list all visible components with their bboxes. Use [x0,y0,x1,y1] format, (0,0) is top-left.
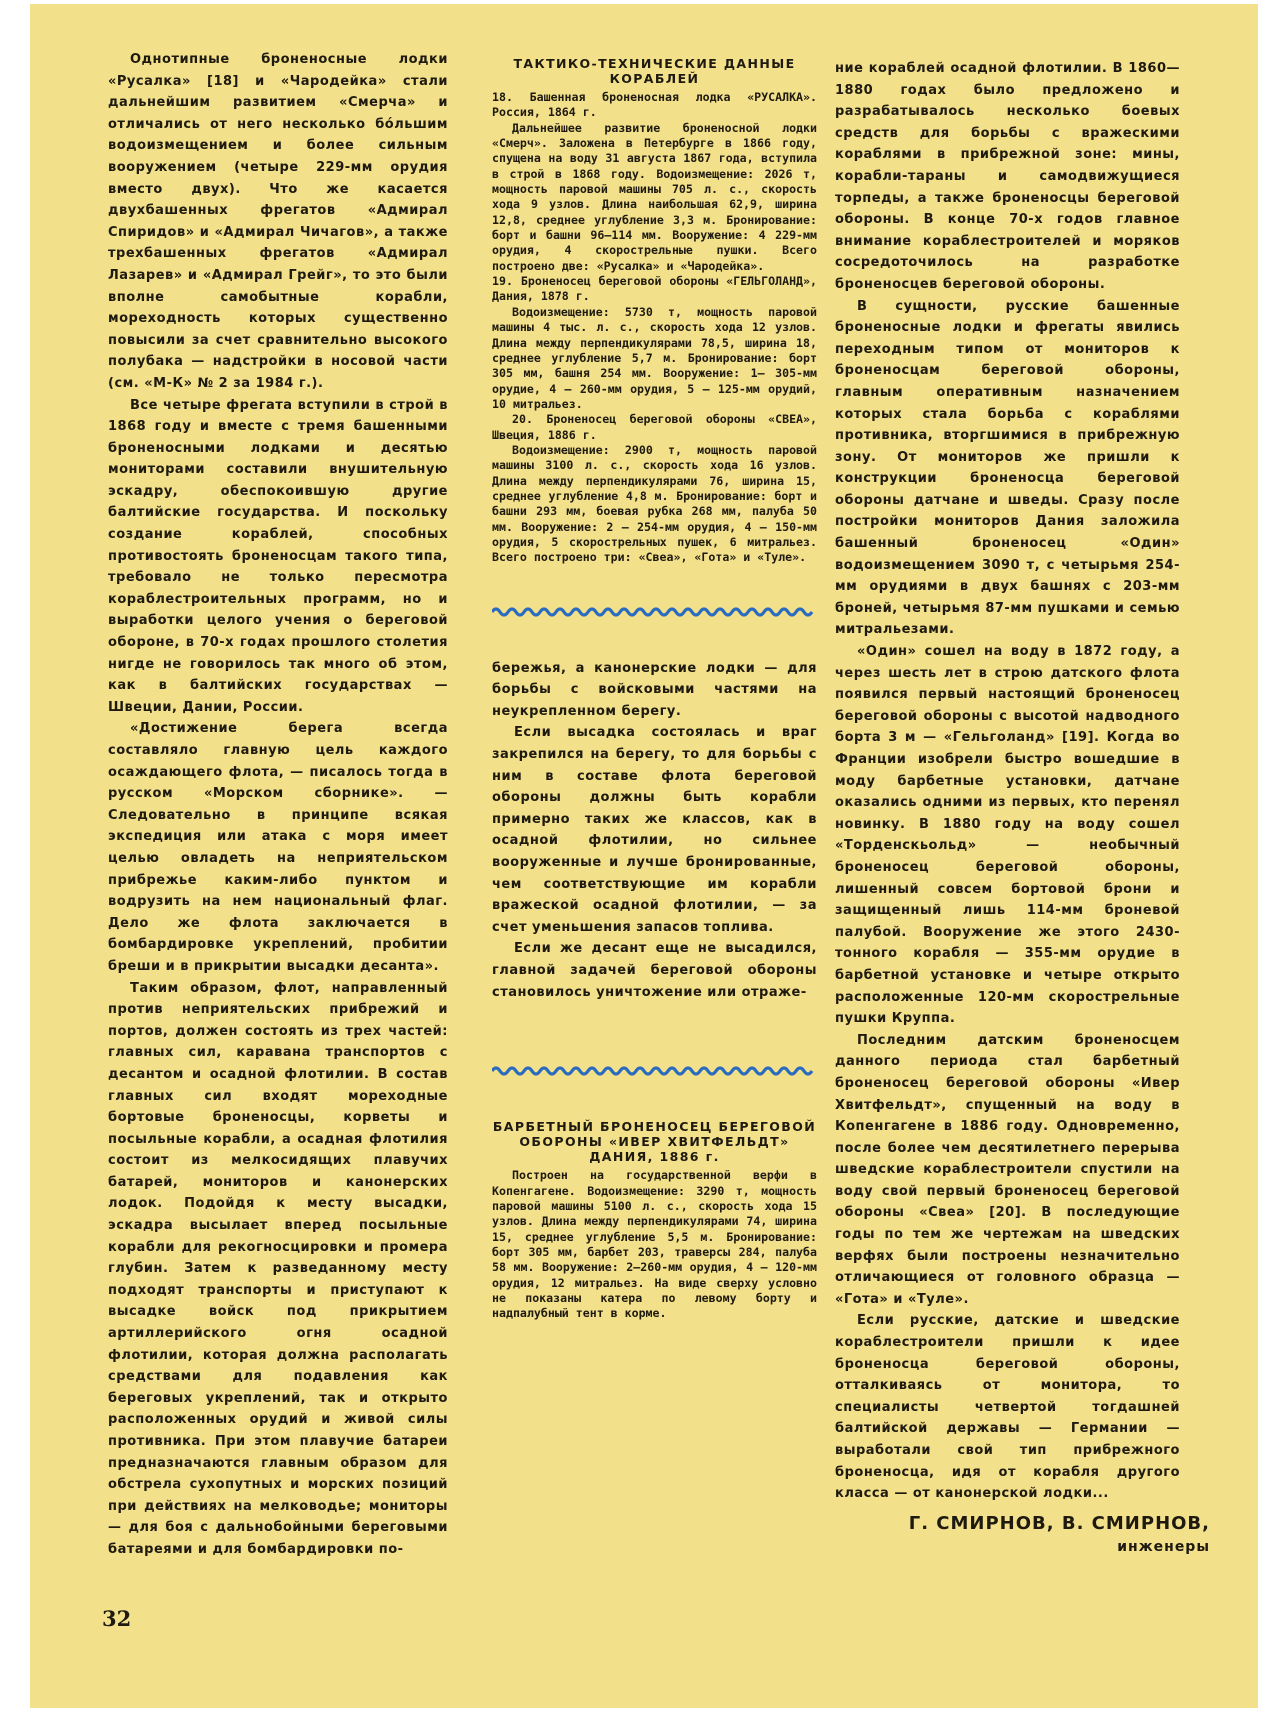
spec-heading: 20. Броненосец береговой обороны «СВЕА», Швеция, 1886 г. [492,412,817,442]
authors-names: Г. СМИРНОВ, В. СМИРНОВ, [908,1513,1210,1534]
specs-box [492,56,817,566]
article-paragraph: Все четыре фрегата вступили в строй в 1868 году и вместе с тремя башенными броненосными лодками и десятью мониторами составили внушительную эскадру, обеспокоившую другие балтийские государства. И поскольку создание кораблей, способных противостоять броненосцам такого типа, требовало не только пересмотра кораблестроительных программ, но и выработки целого учения о береговой обороне, в 70-х годах прошлого столетия нигде не говорилось так много об этом, как в балтийских государствах — Швеции, Дании, России. [108,397,448,715]
spec-paragraph: Водоизмещение: 5730 т, мощность паровой машины 4 тыс. л. с., скорость хода 12 узлов. Длина между перпендикулярами 78,5, ширина 18, среднее углубление 5,7 м. Бронирование: борт 305 мм, башня 254 мм. Вооружение: 1— 305-мм орудие, 4 — 260-мм орудия, 5 — 125-мм орудий, 10 митральез. [492,304,817,411]
spec-heading: 19. Броненосец береговой обороны «ГЕЛЬГОЛАНД», Дания, 1878 г. [492,274,817,304]
article-paragraph: бережья, а канонерские лодки — для борьбы с войсковыми частями на неукрепленном берегу. [492,660,817,719]
article-paragraph: «Достижение берега всегда составляло главную цель каждого осаждающего флота, — писалось тогда в русском «Морском сборнике». — Следовательно в принципе всякая экспедиция или атака с моря имеет целью овладеть на неприятельском прибрежье каким-либо пунктом и водрузить на нем национальный флаг. Дело же флота заключается в бомбардировке укреплений, пробитии бреши и в прикрытии высадки десанта». [108,721,448,974]
caption-text: Построен на государственной верфи в Копенгагене. Водоизмещение: 3290 т, мощность паровой машины 5100 л. с., скорость хода 15 узлов. Длина между перпендикулярами 74, ширина 15, среднее углубление 5,5 м. Бронирование: борт 305 мм, барбет 203, траверсы 284, палуба 58 мм. Вооружение: 2—260-мм орудия, 4 — 120-мм орудия, 12 митральез. На виде сверху условно не показаны катера по левому борту и надпалубный тент в корме. [492,1168,817,1321]
article-paragraph: Если русские, датские и шведские кораблестроители пришли к идее броненосца береговой обороны, отталкиваясь от монитора, то специалисты четвертой тогдашней балтийской державы — Германии — выработали свой тип прибрежного броненосца, идя от корабля другого класса — от канонерской лодки... [835,1313,1180,1502]
article-paragraph: «Один» сошел на воду в 1872 году, а через шесть лет в строю датского флота появился первый настоящий броненосец береговой обороны с высотой надводного борта 3 м — «Гельголанд» [19]. Когда во Франции изобрели быстро вошедшие в моду барбетные установки, датчане оказались одними из первых, кто перенял новинку. В 1880 году на воду сошел «Торденскьольд» — необычный броненосец береговой обороны, лишенный совсем бортовой брони и защищенный лишь 114-мм броневой палубой. Вооружение же этого 2430-тонного корабля — 355-мм орудие в барбетной установке и четыре открыто расположенные 120-мм скорострельные пушки Круппа. [835,644,1180,1027]
wave-divider [492,1063,817,1079]
magazine-page [30,4,1258,1708]
middle-column [492,56,817,1322]
middle-article [492,658,817,1004]
authors-role: инженеры [1117,1539,1210,1555]
spec-heading: 18. Башенная броненосная лодка «РУСАЛКА». Россия, 1864 г. [492,90,817,120]
spec-paragraph: Дальнейшее развитие броненосной лодки «Смерч». Заложена в Петербурге в 1866 году, спущена на воду 31 августа 1867 года, вступила в строй в 1868 году. Водоизмещение: 2026 т, мощность паровой машины 705 л. с., скорость хода 9 узлов. Длина наибольшая 62,9, ширина 12,8, среднее углубление 3,3 м. Бронирование: борт и башни 96—114 мм. Вооружение: 4 229-мм орудия, 4 скорострельные пушки. Всего построено две: «Русалка» и «Чародейка». [492,120,817,273]
left-column [108,49,448,1561]
author-signature [909,1512,1210,1558]
right-column [835,58,1180,1505]
wave-divider [492,604,817,620]
article-paragraph: Если высадка состоялась и враг закрепился на берегу, то для борьбы с ним в составе флота береговой обороны должны быть корабли примерно таких же классов, как в осадной флотилии, но сильнее вооруженные и лучше бронированные, чем соответствующие им корабли вражеской осадной флотилии, — за счет уменьшения запасов топлива. [492,725,817,935]
caption-title: БАРБЕТНЫЙ БРОНЕНОСЕЦ БЕРЕГОВОЙ ОБОРОНЫ «ИВЕР ХВИТФЕЛЬДТ» ДАНИЯ, 1886 г. [492,1119,817,1165]
barbette-caption [492,1119,817,1321]
specs-title: ТАКТИКО-ТЕХНИЧЕСКИЕ ДАННЫЕ КОРАБЛЕЙ [513,56,796,86]
article-paragraph: Если же десант еще не высадился, главной задачей береговой обороны становилось уничтожение или отраже- [492,941,817,1000]
article-paragraph: Однотипные броненосные лодки «Русалка» [18] и «Чародейка» стали дальнейшим развитием «Смерча» и отличались от него несколько бо́льшим водоизмещением и более сильным вооружением (четыре 229-мм орудия вместо двух). Что же касается двухбашенных фрегатов «Адмирал Спиридов» и «Адмирал Чичагов», а также трехбашенных фрегатов «Адмирал Лазарев» и «Адмирал Грейг», то это были вполне самобытные корабли, мореходность которых существенно повысили за счет сравнительно высокого полубака — надстройки в носовой части (см. «М-К» № 2 за 1984 г.). [108,52,448,391]
spec-paragraph: Водоизмещение: 2900 т, мощность паровой машины 3100 л. с., скорость хода 16 узлов. Длина между перпендикулярами 76, ширина 15, среднее углубление 4,8 м. Бронирование: борт и башни 293 мм, боевая рубка 268 мм, палуба 50 мм. Вооружение: 2 — 254-мм орудия, 4 — 150-мм орудия, 5 скорострельных пушек, 6 митральез. Всего построено три: «Свеа», «Гота» и «Туле». [492,442,817,565]
article-paragraph: ние кораблей осадной флотилии. В 1860—1880 годах было предложено и разрабатывалось несколько боевых средств для борьбы с вражескими кораблями в прибрежной зоне: мины, корабли-тараны и самодвижущиеся торпеды, а также броненосцы береговой обороны. В конце 70-х годов главное внимание кораблестроителей и моряков сосредоточилось на разработке броненосцев береговой обороны. [835,61,1180,292]
article-paragraph: Таким образом, флот, направленный против неприятельских прибрежий и портов, должен состоять из трех частей: главных сил, каравана транспортов с десантом и осадной флотилии. В состав главных сил входят мореходные бортовые броненосцы, корветы и посыльные корабли, а осадная флотилия состоит из мелкосидящих плавучих батарей, мониторов и канонерских лодок. Подойдя к месту высадки, эскадра высылает вперед посыльные корабли для рекогносцировки и промера глубин. Затем к разведанному месту подходят транспорты и приступают к высадке войск под прикрытием артиллерийского огня осадной флотилии, которая должна располагать средствами для подавления как береговых укреплений, так и открыто расположенных орудий и живой силы противника. При этом плавучие батареи предназначаются главным образом для обстрела сухопутных и морских позиций при действиях на мелководье; мониторы — для боя с дальнобойными береговыми батареями и для бомбардировки по- [108,980,448,1557]
article-paragraph: Последним датским броненосцем данного периода стал барбетный броненосец береговой обороны «Ивер Хвитфельдт», спущенный на воду в Копенгагене в 1886 году. Одновременно, после более чем десятилетнего перерыва шведские кораблестроители спустили на воду свой первый броненосец береговой обороны «Свеа» [20]. В последующие годы по тем же чертежам на шведских верфях были построены незначительно отличающиеся от головного образца — «Гота» и «Туле». [835,1032,1180,1307]
article-paragraph: В сущности, русские башенные броненосные лодки и фрегаты явились переходным типом от мониторов к броненосцам береговой обороны, главным оперативным назначением которых стала борьба с кораблями противника, вторгшимися в прибрежную зону. От мониторов же пришли к конструкции броненосца береговой обороны датчане и шведы. Сразу после постройки мониторов Дания заложила башенный броненосец «Один» водоизмещением 3090 т, с четырьмя 254-мм орудиями в двух башнях с 203-мм броней, четырьмя 87-мм пушками и семью митральезами. [835,298,1180,638]
page-number: 32 [102,1606,132,1631]
